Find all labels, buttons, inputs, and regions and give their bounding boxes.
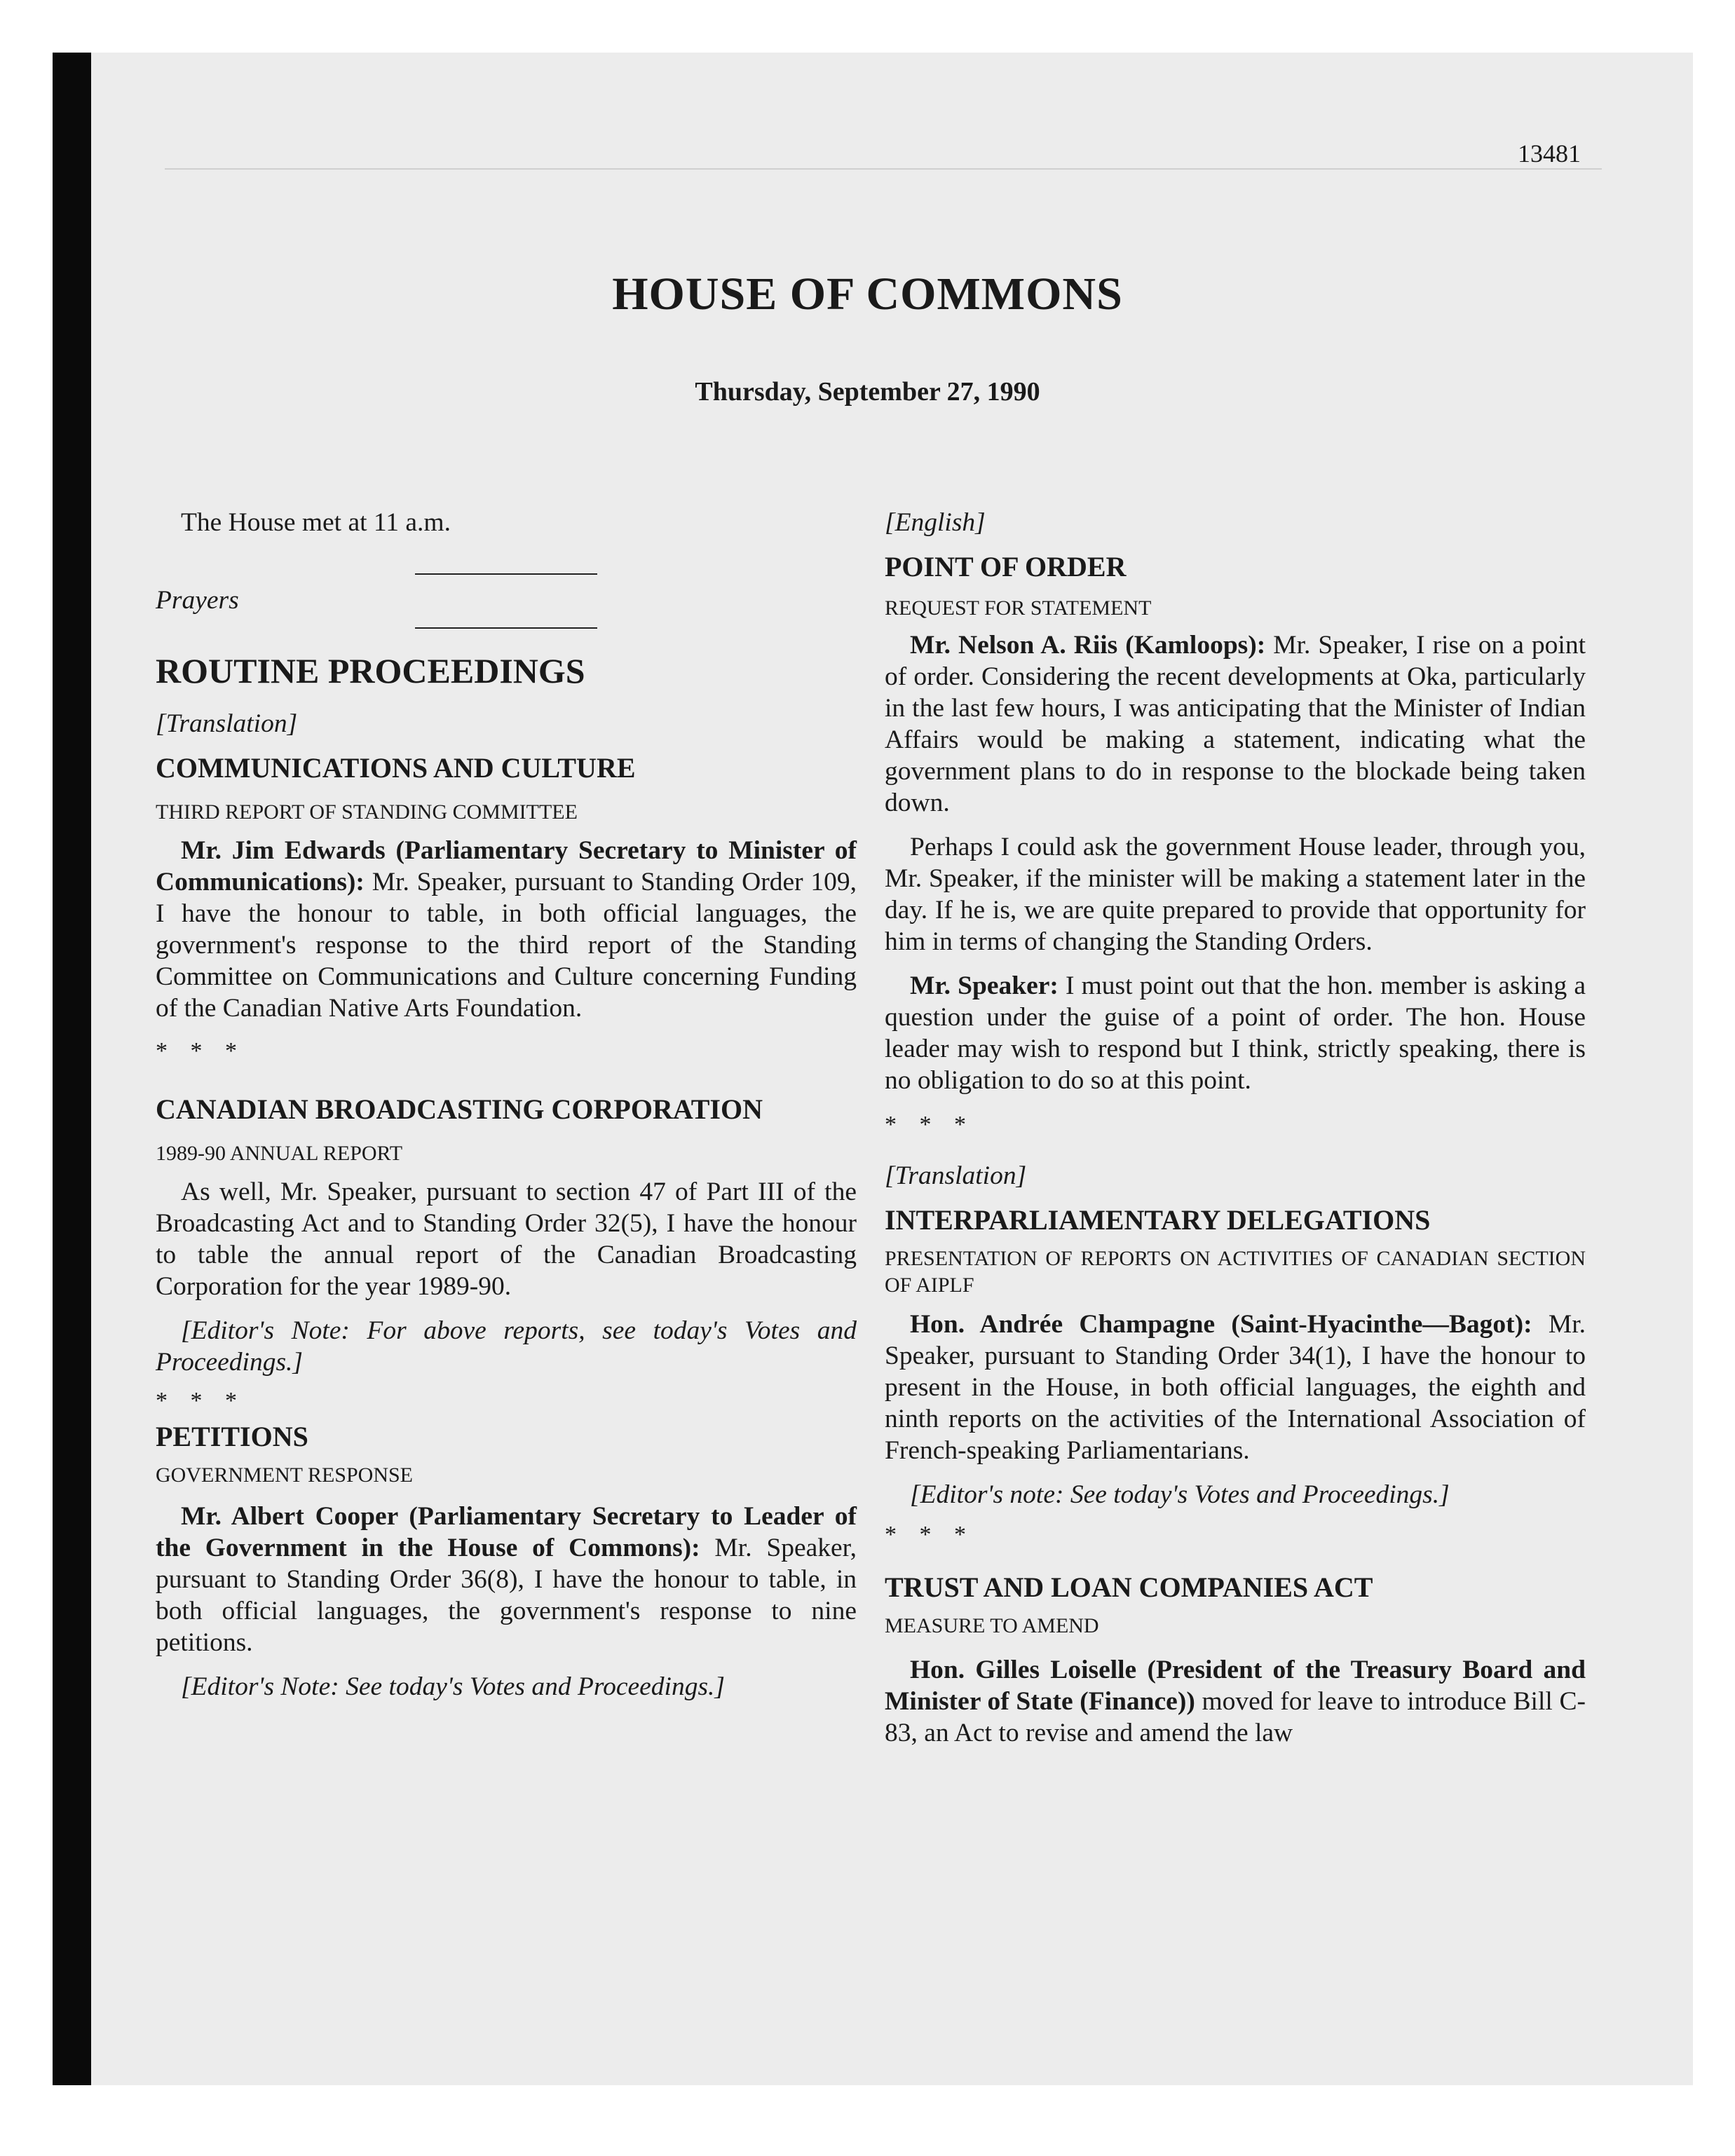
prayers-label: Prayers [156,586,239,615]
editor-note: [Editor's note: See today's Votes and Proceedings.] [910,1480,1450,1509]
speech-text: moved for leave to introduce Bill C-83, an Act to revise and amend the law [885,1687,1586,1747]
paragraph-edwards [156,835,857,1024]
house-met-text: The House met at 11 a.m. [181,508,451,537]
speaker-name: Mr. Jim Edwards (Parliamentary Secretary to Minister of Communications): [156,836,857,896]
speech-text: Mr. Speaker, pursuant to Standing Order 36(8), I have the honour to table, in both official languages, the government's response to nine petitions. [156,1534,857,1657]
paragraph-riis [885,629,1586,819]
header-rule [165,168,1602,170]
editor-note: [Editor's Note: For above reports, see today's Votes and Proceedings.] [156,1316,857,1377]
speech-text: Mr. Speaker, I rise on a point of order. Considering the recent developments at Oka, particularly in the last few hours, I was anticipating that the Minister of Indian Affairs would be making a statement, indicating what the government plans to do in response to the blockade being taken down. [885,631,1586,817]
paragraph-champagne [885,1309,1586,1466]
speech-text: Mr. Speaker, pursuant to Standing Order 109, I have the honour to table, in both official languages, the government's response to the third report of the Standing Committee on Communications and Culture concerning Funding of the Canadian Native Arts Foundation. [156,868,857,1023]
heading-point-of-order: POINT OF ORDER [885,551,1127,582]
language-tag: [Translation] [156,709,298,738]
subheading-annual-report: 1989-90 ANNUAL REPORT [156,1142,403,1165]
right-column [885,503,1586,1749]
paragraph-speaker [885,970,1586,1096]
section-separator: * * * [885,1112,974,1138]
section-separator: * * * [885,1522,974,1548]
subheading-committee-report: THIRD REPORT OF STANDING COMMITTEE [156,800,578,824]
speaker-name: Mr. Nelson A. Riis (Kamloops): [910,631,1266,660]
section-separator: * * * [156,1038,245,1064]
left-column [156,503,857,1703]
divider [415,573,597,575]
editor-note: [Editor's Note: See today's Votes and Proceedings.] [181,1672,726,1701]
heading-interparliamentary: INTERPARLIAMENTARY DELEGATIONS [885,1204,1431,1236]
heading-petitions: PETITIONS [156,1421,308,1452]
paragraph-loiselle [885,1654,1586,1749]
paragraph-riis-2: Perhaps I could ask the government House leader, through you, Mr. Speaker, if the minister will be making a statement later in the day. If he is, we are quite prepared to provide that opportunity for him in terms of changing the Standing Orders. [885,833,1586,956]
scan-binding-edge [53,53,91,2085]
heading-trust-loan: TRUST AND LOAN COMPANIES ACT [885,1571,1373,1603]
paragraph-cooper [156,1501,857,1658]
subheading-government-response: GOVERNMENT RESPONSE [156,1464,413,1487]
speech-text: Mr. Speaker, pursuant to Standing Order 34(1), I have the honour to present in the House, in both official languages, the eighth and ninth reports on the activities of the International Association of French-speaking Parliamentarians. [885,1310,1586,1465]
section-title-routine: ROUTINE PROCEEDINGS [156,651,585,690]
speech-text: I must point out that the hon. member is asking a question under the guise of a point of order. The hon. House leader may wish to respond but I think, strictly speaking, there is no obligation to do so at this point. [885,971,1586,1095]
language-tag: [English] [885,508,986,537]
subheading-request-statement: REQUEST FOR STATEMENT [885,596,1152,620]
heading-cbc: CANADIAN BROADCASTING CORPORATION [156,1093,763,1125]
speaker-name: Hon. Andrée Champagne (Saint-Hyacinthe—Bagot): [910,1310,1532,1339]
subheading-measure-to-amend: MEASURE TO AMEND [885,1614,1099,1637]
page-number: 13481 [1518,139,1581,168]
sitting-date: Thursday, September 27, 1990 [695,377,1040,407]
divider [415,627,597,629]
paragraph-cbc: As well, Mr. Speaker, pursuant to section 47 of Part III of the Broadcasting Act and to Standing Order 32(5), I have the honour to table the annual report of the Canadian Broadcasting Corporation for the year 1989-90. [156,1178,857,1301]
speaker-name: Mr. Albert Cooper (Parliamentary Secretary to Leader of the Government in the House of Commons): [156,1502,857,1562]
heading-communications: COMMUNICATIONS AND CULTURE [156,752,636,784]
subheading-aiplf-reports: PRESENTATION OF REPORTS ON ACTIVITIES OF CANADIAN SECTION OF AIPLF [885,1247,1586,1297]
speaker-name: Hon. Gilles Loiselle (President of the Treasury Board and Minister of State (Finance)) [885,1656,1586,1716]
speaker-name: Mr. Speaker: [910,971,1059,1000]
language-tag: [Translation] [885,1161,1027,1190]
page-title: HOUSE OF COMMONS [612,268,1123,320]
section-separator: * * * [156,1388,245,1414]
